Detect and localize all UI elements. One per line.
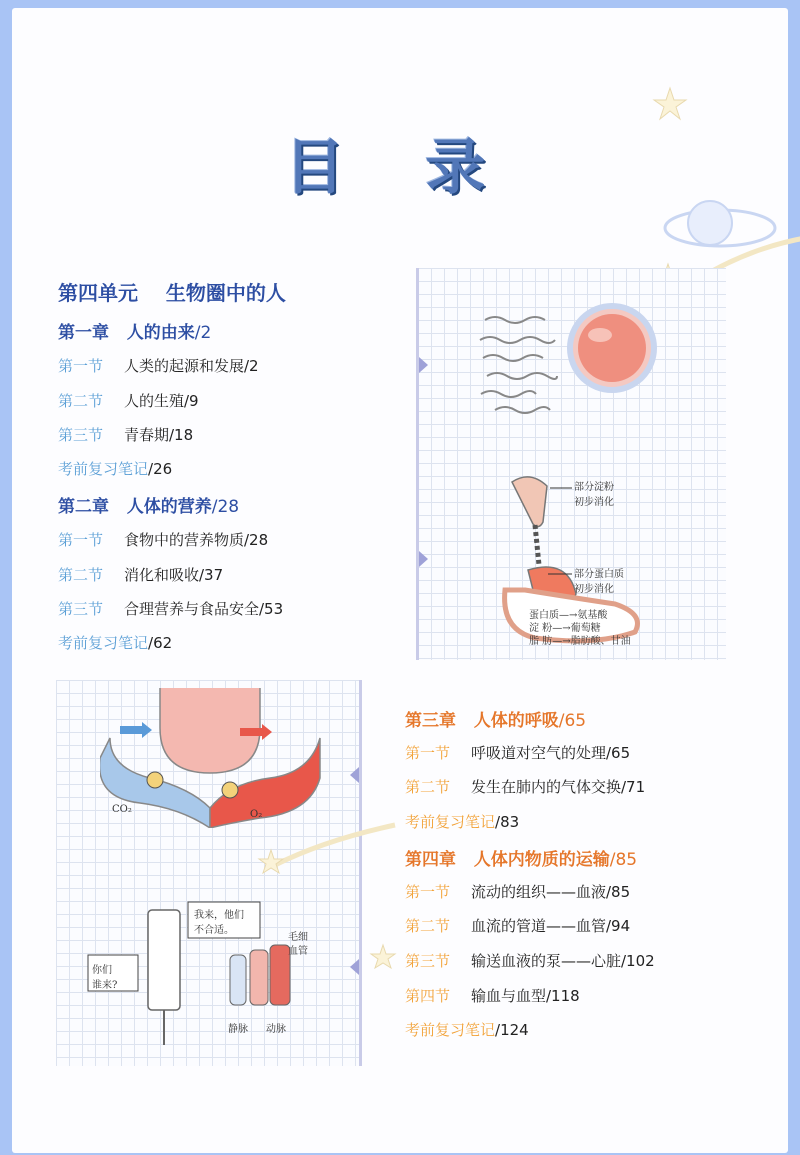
chapter-page: /2 [194,323,212,343]
review-label: 考前复习笔记 [405,1021,496,1039]
section-item[interactable] [405,915,630,936]
section-label: 第一节 [58,357,104,375]
page-title: 目 录 [284,133,516,203]
digest-to: 氨基酸 [577,610,608,621]
section-text: 食物中的营养物质/28 [124,531,269,549]
sperm-egg-icon [475,300,665,425]
section-text: 流动的组织——血液/85 [471,883,631,901]
unit-name: 生物圈中的人 [165,281,286,305]
section-text: 合理营养与食品安全/53 [124,600,284,618]
section-label: 第二节 [58,392,104,410]
section-label: 第三节 [58,600,104,618]
review-page: /83 [495,813,520,831]
unit-label: 第四单元 [58,281,138,305]
chapter-heading[interactable] [405,845,637,870]
review-page: /26 [148,460,173,478]
chapter-label: 第四章 [405,850,456,870]
section-label: 第一节 [405,744,451,762]
bubble-text-1a: 我来，他们 [194,910,244,921]
annotation-protein: 部分蛋白质 [574,569,624,580]
gas-exchange-icon [100,688,340,828]
pointer-icon [350,767,359,783]
section-item[interactable] [405,776,645,797]
section-label: 第二节 [58,566,104,584]
annotation-protein-2: 初步消化 [574,584,614,595]
review-item[interactable] [58,458,172,479]
review-page: /62 [148,634,173,652]
section-label: 第三节 [58,426,104,444]
section-text: 血流的管道——血管/94 [471,917,631,935]
chapter-label: 第一章 [58,323,109,343]
section-text: 发生在肺内的气体交换/71 [471,778,646,796]
chapter-label: 第三章 [405,711,456,731]
review-item[interactable] [405,811,519,832]
section-label: 第一节 [405,883,451,901]
o2-label: O₂ [250,809,263,820]
chapter-name: 人体内物质的运输 [473,850,610,870]
digest-row: 淀 粉—→葡萄糖 [529,623,601,634]
section-label: 第一节 [58,531,104,549]
section-item[interactable] [405,950,655,971]
bubble-text-2a: 你们 [92,965,112,976]
review-page: /124 [495,1021,529,1039]
artery-label: 动脉 [266,1024,286,1035]
section-item[interactable] [58,355,259,376]
chapter-page: /65 [558,711,587,731]
section-item[interactable] [58,598,283,619]
chapter-heading[interactable] [405,706,586,731]
pointer-icon [419,551,428,567]
digest-from: 脂 肪 [529,636,553,647]
chapter-name: 人的由来 [126,323,195,343]
annotation-starch-2: 初步消化 [574,497,614,508]
section-item[interactable] [405,881,630,902]
digest-from: 淀 粉 [529,623,553,634]
section-item[interactable] [58,564,223,585]
review-label: 考前复习笔记 [58,634,149,652]
bubble-text-2b: 谁来? [92,980,118,991]
panel-edge [416,268,419,660]
co2-label: CO₂ [112,804,132,815]
section-item[interactable] [58,424,193,445]
bubble-text-1b: 不合适。 [194,925,234,936]
digest-from: 蛋白质 [529,610,559,621]
unit-heading [58,277,286,306]
section-label: 第二节 [405,778,451,796]
section-text: 青春期/18 [124,426,194,444]
capillary-label-1: 毛细 [288,932,308,943]
digest-row: 脂 肪—→脂肪酸、甘油 [529,636,631,647]
section-label: 第四节 [405,987,451,1005]
digest-to: 葡萄糖 [570,623,601,634]
chapter-name: 人体的营养 [126,497,212,517]
digest-to: 脂肪酸、甘油 [570,636,631,647]
chapter-label: 第二章 [58,497,109,517]
capillary-label-2: 血管 [288,946,308,957]
section-item[interactable] [58,529,268,550]
chapter-heading[interactable] [58,492,239,517]
digest-row: 蛋白质—→氨基酸 [529,610,608,621]
section-item[interactable] [58,390,199,411]
chapter-page: /85 [609,850,638,870]
section-text: 输送血液的泵——心脏/102 [471,952,655,970]
review-item[interactable] [405,1019,529,1040]
section-label: 第三节 [405,952,451,970]
section-item[interactable] [405,985,580,1006]
pointer-icon [419,357,428,373]
section-text: 呼吸道对空气的处理/65 [471,744,631,762]
section-label: 第二节 [405,917,451,935]
star-decoration-icon [255,810,405,970]
vein-label: 静脉 [228,1024,248,1035]
section-text: 消化和吸收/37 [124,566,224,584]
section-text: 输血与血型/118 [471,987,580,1005]
chapter-page: /28 [211,497,240,517]
review-label: 考前复习笔记 [58,460,149,478]
chapter-name: 人体的呼吸 [473,711,559,731]
review-label: 考前复习笔记 [405,813,496,831]
review-item[interactable] [58,632,172,653]
chapter-heading[interactable] [58,318,211,343]
annotation-starch: 部分淀粉 [574,482,614,493]
section-text: 人类的起源和发展/2 [124,357,259,375]
section-text: 人的生殖/9 [124,392,199,410]
section-item[interactable] [405,742,630,763]
